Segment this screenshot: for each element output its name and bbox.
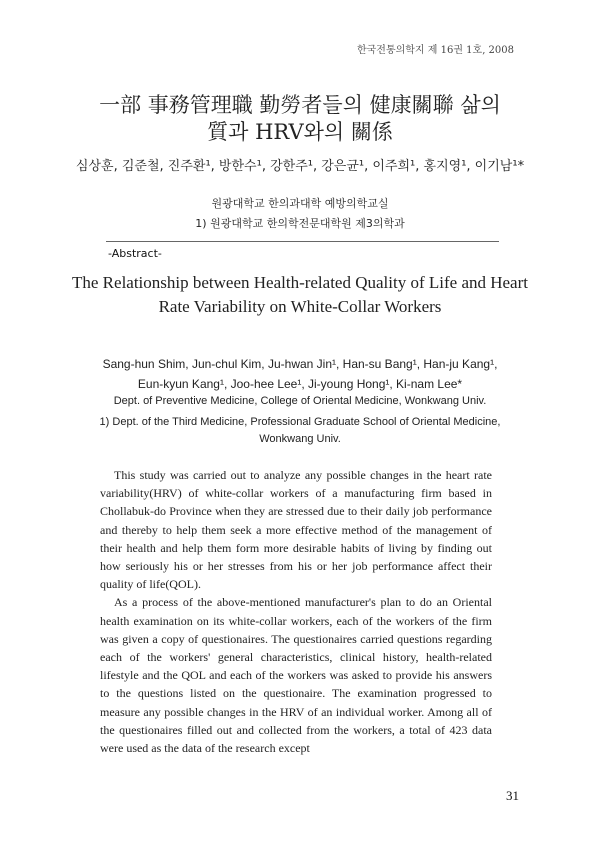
page-number: 31	[506, 788, 519, 803]
korean-affiliation-1: 원광대학교 한의과대학 예방의학교실	[211, 197, 389, 210]
english-title: The Relationship between Health-related Quality of Life and Heart Rate Variability on White-Collar Workers	[72, 273, 528, 316]
korean-title-line1: 一部 事務管理職 勤勞者들의 健康關聯 삶의	[99, 93, 501, 117]
korean-title	[0, 92, 600, 146]
abstract-body	[100, 466, 492, 757]
abstract-paragraph-2: As a process of the above-mentioned manufacturer's plan to do an Oriental health examination on its white-collar workers, each of the workers of the firm was given a copy of questionaires. The questionaires carried questions regarding each of the workers' general characteristics, clinical history, health-related lifestyle and the QOL and each of the workers was asked to provide his answers to the questions listed on the questionaire. The examination progressed to measure any possible changes in the HRV of an individual worker. Among all of the questionaires filled out and collected from the workers, a total of 423 data were used as the data of the research except	[100, 595, 492, 756]
korean-affiliation-2: 1) 원광대학교 한의학전문대학원 제3의학과	[195, 217, 405, 230]
abstract-divider	[106, 241, 499, 242]
english-authors: Sang-hun Shim, Jun-chul Kim, Ju-hwan Jin¹, Han-su Bang¹, Han-ju Kang¹, Eun-kyun Kang¹, Joo-hee Lee¹, Ji-young Hong¹, Ki-nam Lee*	[102, 357, 498, 391]
journal-header: 한국전통의학지 제 16권 1호, 2008	[356, 45, 514, 56]
english-affiliation-2: 1) Dept. of the Third Medicine, Professional Graduate School of Oriental Medicine, Wonkwang Univ.	[99, 416, 501, 445]
korean-authors: 심상훈, 김준철, 진주환¹, 방한수¹, 강한주¹, 강은균¹, 이주희¹, 홍지영¹, 이기남¹*	[75, 159, 525, 174]
abstract-paragraph-1: This study was carried out to analyze any possible changes in the heart rate variability(HRV) of white-collar workers of a manufacturing firm based in Chollabuk-do Province when they are stressed due to their daily job performance and thereby to help them seek a more effective method of the management of their health and help them form more desirable habits of living by finding out how seriously his or her stresses from his or her job performance affect their quality of life(QOL).	[100, 468, 492, 592]
english-affiliation-1: Dept. of Preventive Medicine, College of Oriental Medicine, Wonkwang Univ.	[113, 395, 487, 407]
korean-title-line2: 質과 HRV와의 關係	[207, 120, 393, 144]
abstract-label: -Abstract-	[108, 247, 162, 260]
